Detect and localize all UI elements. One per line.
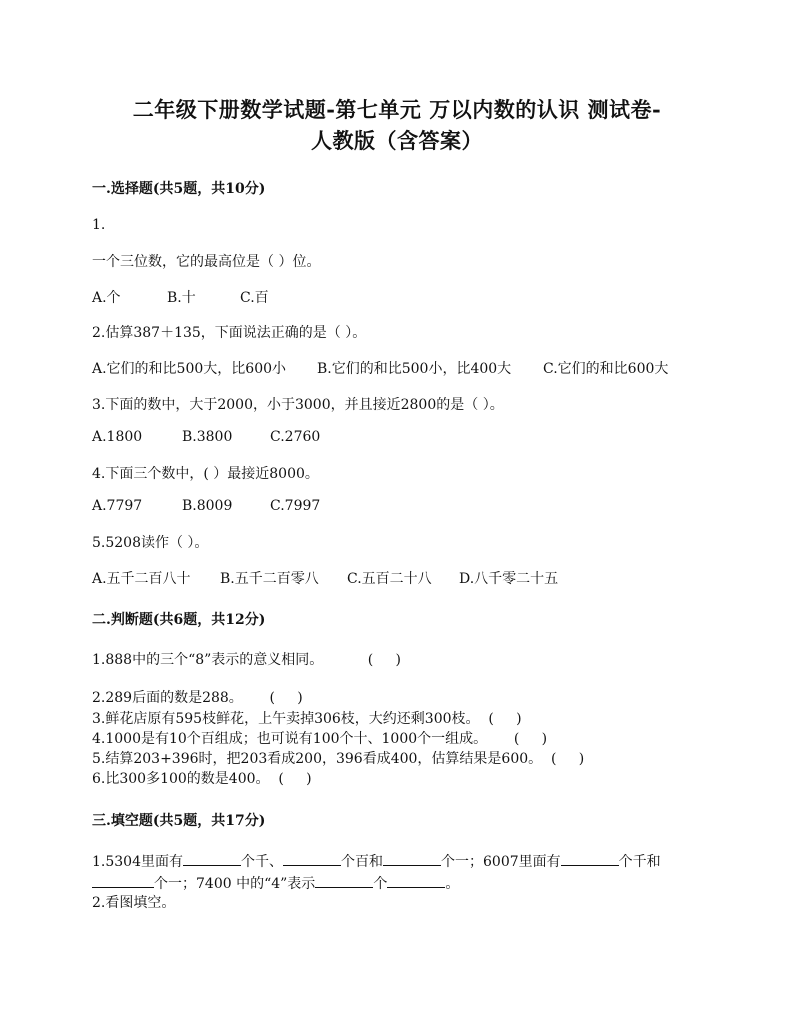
section2-heading: 二.判断题(共6题，共12分): [92, 612, 266, 628]
q5-option-a: A.五千二百八十: [92, 571, 191, 587]
q1-option-a: A.个: [92, 290, 121, 306]
judge-item-4: 4.1000是有10个百组成；也可说有100个十、1000个一组成。 ( ): [92, 731, 548, 747]
q3-option-b: B.3800: [182, 429, 233, 445]
q4-option-c: C.7997: [270, 498, 321, 514]
answer-blank[interactable]: [315, 873, 373, 888]
fill-q1-text-e: 个千和: [618, 854, 661, 870]
q1-number: 1.: [92, 217, 106, 233]
q2-option-c: C.它们的和比600大: [543, 361, 669, 377]
fill-q1-line1: [92, 851, 661, 871]
fill-q1-text-f: 个一；7400 中的“4”表示: [154, 876, 316, 892]
q5-option-b: B.五千二百零八: [220, 571, 319, 587]
q3-text: 3.下面的数中，大于2000，小于3000，并且接近2800的是（ ）。: [92, 397, 504, 413]
answer-blank[interactable]: [92, 873, 154, 888]
section1-heading: 一.选择题(共5题，共10分): [92, 181, 266, 197]
judge-item-6: 6.比300多100的数是400。 ( ): [92, 771, 312, 787]
page-title-line1: 二年级下册数学试题-第七单元 万以内数的认识 测试卷-: [132, 97, 662, 122]
answer-blank[interactable]: [561, 851, 619, 866]
fill-q2-text: 2.看图填空。: [92, 895, 176, 911]
q3-option-a: A.1800: [92, 429, 143, 445]
q3-option-c: C.2760: [270, 429, 321, 445]
q4-text: 4.下面三个数中，( ）最接近8000。: [92, 466, 319, 482]
q1-text: 一个三位数，它的最高位是（ ）位。: [92, 254, 321, 270]
q2-options: [92, 358, 668, 378]
q5-text: 5.5208读作（ ）。: [92, 535, 209, 551]
q3-options: [92, 429, 320, 445]
answer-blank[interactable]: [283, 851, 341, 866]
fill-q1-line2: [92, 873, 459, 893]
q1-options: [92, 287, 269, 307]
section3-heading: 三.填空题(共5题，共17分): [92, 813, 266, 829]
q1-option-c: C.百: [240, 290, 269, 306]
q2-option-a: A.它们的和比500大，比600小: [92, 361, 287, 377]
judge-item-5: 5.结算203+396时，把203看成200，396看成400，估算结果是600。 ( ): [92, 751, 585, 767]
q4-option-b: B.8009: [182, 498, 233, 514]
q2-text: 2.估算387＋135，下面说法正确的是（ ）。: [92, 325, 367, 341]
q1-option-b: B.十: [167, 290, 196, 306]
answer-blank[interactable]: [387, 873, 445, 888]
q4-options: [92, 498, 320, 514]
fill-q1-text-g: 个: [373, 876, 388, 892]
fill-q1-text-a: 1.5304里面有: [92, 854, 183, 870]
fill-q1-text-c: 个百和: [341, 854, 383, 870]
fill-q1-text-d: 个一；6007里面有: [441, 854, 561, 870]
q5-option-c: C.五百二十八: [347, 571, 432, 587]
fill-q1-text-b: 个千、: [241, 854, 283, 870]
judge-item-3: 3.鲜花店原有595枝鲜花，上午卖掉306枝，大约还剩300枝。 ( ): [92, 711, 522, 727]
judge-item-1: 1.888中的三个“8”表示的意义相同。 ( ): [92, 652, 401, 668]
q5-option-d: D.八千零二十五: [459, 571, 559, 587]
q2-option-b: B.它们的和比500小，比400大: [317, 361, 512, 377]
fill-q1-text-h: 。: [445, 876, 460, 892]
q4-option-a: A.7797: [92, 498, 143, 514]
answer-blank[interactable]: [183, 851, 241, 866]
q5-options: [92, 568, 558, 588]
page-title-line2: 人教版（含答案）: [311, 128, 483, 153]
answer-blank[interactable]: [383, 851, 441, 866]
judge-item-2: 2.289后面的数是288。 ( ): [92, 690, 303, 706]
